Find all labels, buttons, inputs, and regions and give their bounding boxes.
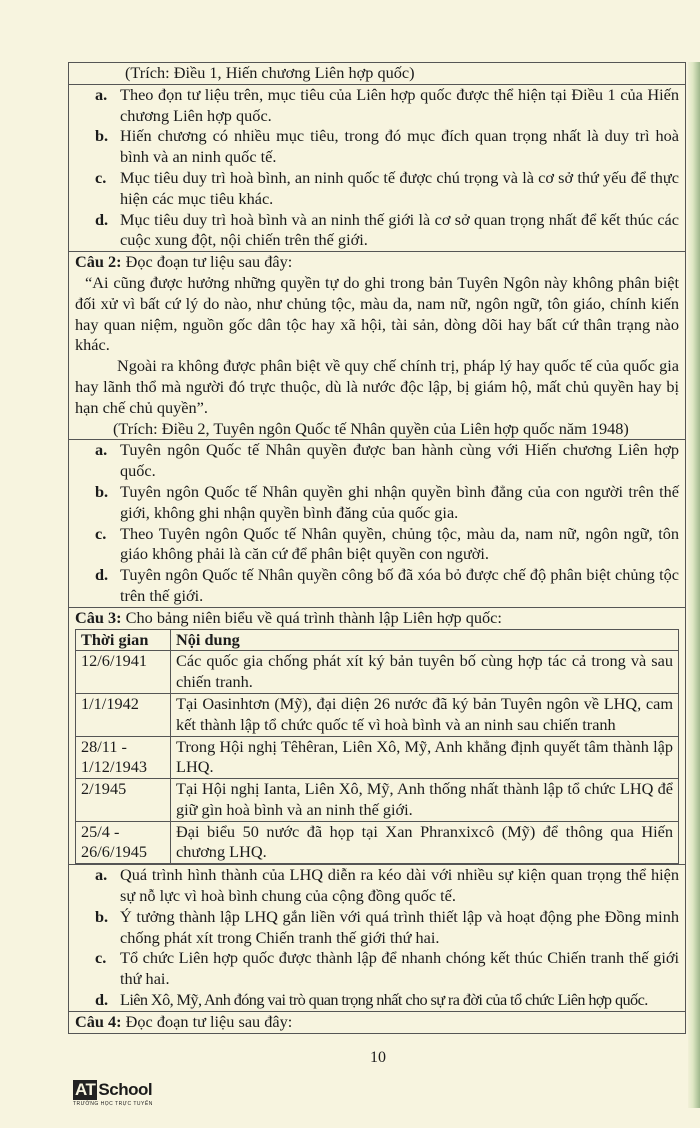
option-key: d.: [95, 565, 109, 585]
option-a: [75, 85, 679, 127]
logo-tagline: TRƯỜNG HỌC TRỰC TUYẾN: [73, 1100, 153, 1107]
cell-time: 2/1945: [76, 779, 171, 822]
cell-time: 25/4 - 26/6/1945: [76, 821, 171, 864]
option-text: Mục tiêu duy trì hoà bình và an ninh thế giới là cơ sở quan trọng nhất để kết thúc các cuộc xung đột, nội chiến trên thế giới.: [120, 209, 679, 250]
option-d: [75, 565, 679, 607]
q4-heading-row: [69, 1012, 685, 1033]
q2-para1: “Ai cũng được hưởng những quyền tự do ghi trong bản Tuyên Ngôn này không phân biệt đối xử vì bất cứ lý do nào, như chủng tộc, màu da, nam nữ, ngôn ngữ, tôn giáo, chính kiến hay quan niệm, nguồn gốc dân tộc hay xã hội, tài sản, dòng dõi hay bất cứ thân trạng nào khác.: [75, 272, 679, 355]
option-c: [75, 524, 679, 566]
question-prompt: Cho bảng niên biểu về quá trình thành lập Liên hợp quốc:: [121, 607, 502, 627]
q2-heading: [75, 252, 679, 273]
question-label: Câu 4:: [75, 1011, 122, 1031]
option-d: [75, 990, 679, 1011]
option-key: c.: [95, 948, 107, 968]
cell-content: Đại biểu 50 nước đã họp tại Xan Phranxixcô (Mỹ) để thông qua Hiến chương LHQ.: [171, 821, 679, 864]
option-key: d.: [95, 990, 109, 1010]
option-text: Tuyên ngôn Quốc tế Nhân quyền công bố đã xóa bỏ được chế độ phân biệt chủng tộc trên thế giới.: [120, 565, 679, 605]
option-key: a.: [95, 865, 108, 885]
option-text: Hiến chương có nhiều mục tiêu, trong đó mục đích quan trọng nhất là duy trì hoà bình và an ninh quốc tế.: [120, 126, 679, 167]
question-prompt: Đọc đoạn tư liệu sau đây:: [121, 252, 293, 272]
option-key: a.: [95, 84, 108, 104]
q1-source-row: [69, 63, 685, 85]
option-key: c.: [95, 523, 107, 543]
question-box: [68, 62, 686, 1034]
cell-time: 12/6/1941: [76, 651, 171, 694]
q1-source: (Trích: Điều 1, Hiến chương Liên hợp quốc): [125, 63, 415, 82]
option-d: [75, 210, 679, 252]
option-text: Ý tưởng thành lập LHQ gắn liền với quá trình thiết lập và hoạt động phe Đồng minh chống phát xít trong Chiến tranh thế giới thứ hai.: [120, 906, 679, 947]
q1-options: [69, 85, 685, 252]
question-label: Câu 3:: [75, 607, 122, 627]
option-c: [75, 948, 679, 990]
option-text: Theo đọn tư liệu trên, mục tiêu của Liên hợp quốc được thể hiện tại Điều 1 của Hiến chương Liên hợp quốc.: [120, 84, 679, 125]
cell-time: 28/11 - 1/12/1943: [76, 736, 171, 779]
option-b: [75, 126, 679, 168]
header-time: Thời gian: [76, 629, 171, 651]
header-content: Nội dung: [171, 629, 679, 651]
q3-heading: [75, 608, 679, 629]
cell-content: Tại Hội nghị Ianta, Liên Xô, Mỹ, Anh thống nhất thành lập tổ chức LHQ để giữ gìn hoà bình và an ninh thế giới.: [171, 779, 679, 822]
option-text: Tuyên ngôn Quốc tế Nhân quyền được ban hành cùng với Hiến chương Liên hợp quốc.: [120, 440, 679, 481]
option-key: a.: [95, 440, 108, 460]
q4-heading: [75, 1012, 679, 1033]
option-text: Mục tiêu duy trì hoà bình, an ninh quốc tế được chú trọng và là cơ sở thứ yếu để thực hiện các mục tiêu khác.: [120, 167, 679, 208]
q3-passage: [69, 608, 685, 866]
table-row: [76, 736, 679, 779]
option-text: Theo Tuyên ngôn Quốc tế Nhân quyền, chủng tộc, màu da, nam nữ, ngôn ngữ, tôn giáo không phải là căn cứ để phân biệt quyền con người.: [120, 523, 679, 564]
option-text: Quá trình hình thành của LHQ diễn ra kéo dài với nhiều sự kiện quan trọng thể hiện sự nỗ lực vì hoà bình chung của cộng đồng quốc tế.: [120, 865, 679, 906]
option-text: Liên Xô, Mỹ, Anh đóng vai trò quan trọng nhất cho sự ra đời của tổ chức Liên hợp quốc.: [120, 990, 648, 1010]
option-key: b.: [95, 126, 109, 146]
option-key: c.: [95, 167, 107, 187]
question-label: Câu 2:: [75, 252, 122, 272]
atschool-logo: [73, 1080, 193, 1108]
table-row: [76, 779, 679, 822]
option-a: [75, 440, 679, 482]
cell-time: 1/1/1942: [76, 693, 171, 736]
cell-content: Trong Hội nghị Têhêran, Liên Xô, Mỹ, Anh khẳng định quyết tâm thành lập LHQ.: [171, 736, 679, 779]
logo-name: School: [98, 1079, 153, 1099]
q3-options: [69, 865, 685, 1012]
q2-source: (Trích: Điều 2, Tuyên ngôn Quốc tế Nhân quyền của Liên hợp quốc năm 1948): [113, 418, 629, 438]
timeline-table: [75, 629, 679, 865]
option-text: Tổ chức Liên hợp quốc được thành lập để nhanh chóng kết thúc Chiến tranh thế giới thứ hai.: [120, 948, 679, 989]
option-c: [75, 168, 679, 210]
q2-options: [69, 440, 685, 607]
cell-content: Các quốc gia chống phát xít ký bản tuyên bố cùng hợp tác cả trong và sau chiến tranh.: [171, 651, 679, 694]
option-b: [75, 482, 679, 524]
option-b: [75, 907, 679, 949]
table-row: [76, 651, 679, 694]
logo-mark: AT: [75, 1079, 96, 1099]
q2-passage: [69, 252, 685, 440]
option-key: b.: [95, 906, 109, 926]
q2-para2: Ngoài ra không được phân biệt về quy chế chính trị, pháp lý hay quốc tế của quốc gia hay lãnh thổ mà người đó trực thuộc, dù là nước độc lập, bị giám hộ, mất chủ quyền hay bị hạn chế chủ quyền”.: [75, 356, 679, 417]
option-key: b.: [95, 481, 109, 501]
page-number: 10: [370, 1048, 386, 1066]
option-a: [75, 865, 679, 907]
cell-content: Tại Oasinhtơn (Mỹ), đại diện 26 nước đã ký bản Tuyên ngôn về LHQ, cam kết thành lập tổ chức quốc tế vì hoà bình và an ninh sau chiến tranh: [171, 693, 679, 736]
page-edge: [688, 62, 700, 1108]
question-prompt: Đọc đoạn tư liệu sau đây:: [121, 1011, 293, 1031]
table-row: [76, 821, 679, 864]
option-key: d.: [95, 209, 109, 229]
table-row: [76, 693, 679, 736]
table-header: [76, 629, 679, 651]
option-text: Tuyên ngôn Quốc tế Nhân quyền ghi nhận quyền bình đẳng của con người trên thế giới, không ghi nhận quyền bình đăng của quốc gia.: [120, 481, 679, 522]
